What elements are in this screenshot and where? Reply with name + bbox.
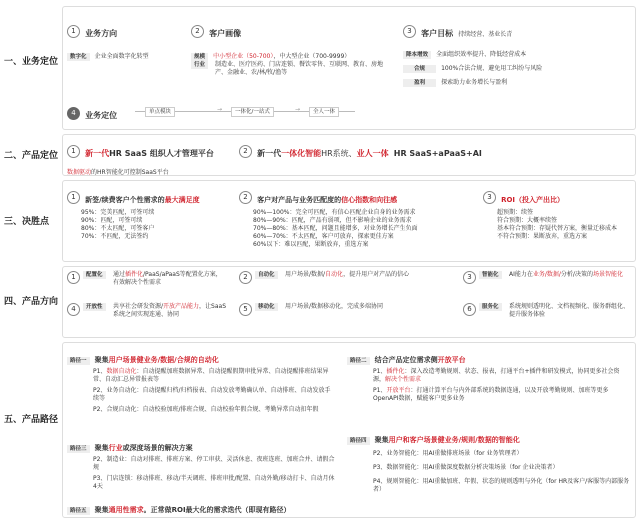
sub-highlight: 数据驱动 — [67, 169, 92, 176]
section-product-positioning — [4, 134, 636, 176]
item-title: ROI（投入产出比） — [501, 196, 565, 204]
item-text: 分析/决策的 — [560, 271, 593, 278]
item-text: ，让SaaS系统之间实现连通、协同 — [113, 303, 227, 318]
line-text: 制造业：自动对排班、排班方案、停工审获、灵活休息、夜班连班、加班合并、请假合规 — [93, 456, 335, 471]
path-tag: 路径二 — [347, 357, 370, 365]
path-title: 聚集 — [94, 444, 109, 452]
row-text: 制造业、医疗医药、门店连锁、餐饮零售、互联网、教育、房地产、金融业、农/林/牧/渔等 — [215, 61, 384, 76]
item-number: 3 — [403, 25, 416, 38]
line-text: 数据智能化：用AI重做深度数据分析决策场景（for 企业决策者） — [386, 464, 559, 471]
item-text: 用户场景/数据移动化，完成多端协同 — [285, 303, 384, 310]
line-highlight: 开放平台 — [386, 387, 411, 394]
winning-point-1 — [67, 187, 237, 241]
product-positioning-1-sub — [67, 159, 169, 178]
item-text: 系统规则透明化、文档视频化、服务群组化、提升服务体验 — [509, 303, 630, 318]
item-number: 3 — [483, 191, 496, 204]
row-text: 全面组织效率提升、降低经营成本 — [436, 51, 527, 58]
direction-item-openness — [67, 303, 227, 319]
section-label: 二、产品定位 — [4, 151, 59, 161]
winning-point-2 — [239, 187, 459, 249]
item-title: 新一代 — [257, 149, 282, 158]
row-text: 探索助力业务增长与盈利 — [441, 79, 508, 86]
path-highlight: 行业 — [108, 444, 123, 452]
row-highlight: 中小型企业（50-700） — [213, 53, 274, 60]
item-subtitle: 持续经营、基业长青 — [458, 31, 513, 38]
item-title: 新签/续费客户个性需求的 — [85, 196, 165, 204]
section-panel — [62, 180, 636, 262]
item-title: 业务定位 — [85, 111, 118, 120]
path-highlight: 用户和客户场景健业务/规则/数据的智能化 — [388, 436, 520, 444]
criteria-line: 符合预期：大概率续签 — [497, 217, 558, 224]
line-prefix: P4、 — [373, 478, 387, 485]
path-highlight: 通用性需求 — [108, 506, 144, 514]
criteria-line: 超预期：续签 — [497, 209, 534, 216]
item-number: 5 — [239, 303, 252, 316]
line-text: 业务智能化：用AI重做排班场景（for 业务管理者） — [386, 450, 523, 457]
title-highlight: 最大满足度 — [164, 196, 200, 204]
criteria-line: 70%—80%：基本匹配，问题且能增多，对业务增长产生负面 — [253, 225, 418, 232]
arrow-right-icon: → — [217, 106, 223, 113]
goal-row — [403, 69, 507, 88]
item-highlight: 业务/数据/ — [532, 271, 561, 278]
line-prefix: P2、 — [93, 387, 107, 394]
line-text: ：打通计算平台与内外部系统的数据连通，以及开放考勤规则、加班等更多OpenAPI数据，赋能客户更多业务 — [373, 387, 609, 402]
row-text: 100%合法合规、避免用工纠纷与风险 — [441, 65, 543, 72]
path-four — [347, 427, 631, 494]
item-number: 2 — [239, 191, 252, 204]
row-text: ，中大型企业（700-9999） — [273, 53, 351, 60]
path-three — [67, 435, 335, 491]
path-tag: 路径四 — [347, 437, 370, 445]
item-business-direction — [67, 21, 117, 40]
item-highlight: 场景智能化 — [592, 271, 623, 278]
line-text: ：深入改造考勤规则、状态、报表，打通平台+插件和研发模式，协同更多社会资源， — [373, 368, 620, 383]
title-highlight: 业人一体 — [356, 149, 389, 158]
line-highlight: 插件化 — [386, 368, 405, 375]
item-title: HR系统、 — [321, 149, 357, 158]
item-customer-goal — [403, 21, 512, 40]
line-prefix: P1、 — [373, 368, 387, 375]
sub-text: 化 — [117, 169, 124, 176]
item-number: 2 — [191, 25, 204, 38]
direction-item-mobile — [239, 303, 449, 316]
line-highlight: 数据自动化 — [106, 368, 137, 375]
item-text: 通过 — [113, 271, 126, 278]
path-two — [347, 347, 631, 403]
profile-scale-row — [191, 43, 350, 62]
criteria-line: 95%：完美匹配，可签可续 — [81, 209, 155, 216]
direction-item-automation — [239, 271, 449, 284]
item-title: HR SaaS 组织人才管理平台 — [109, 149, 214, 158]
profile-industry-row — [191, 61, 391, 77]
item-customer-profile — [191, 21, 241, 40]
direction-item-service — [463, 303, 631, 319]
row-tag: 数字化 — [67, 53, 90, 61]
line-text: ：自动提醒加班数据异常、自动提醒假期审批异常、自动提醒排班结果异常、自动汇总异常报表等 — [93, 368, 329, 383]
section-panel — [62, 6, 636, 130]
section-label: 一、业务定位 — [4, 57, 59, 67]
item-highlight: 自动化 — [325, 271, 344, 278]
item-tag: 服务化 — [479, 303, 502, 311]
path-title: 。正常做ROI最大化的需求迭代（即现有路径） — [143, 506, 291, 514]
step-box: 单点模块 — [145, 107, 175, 117]
item-text: /PaaS/aPaaS等配置化方案，有效解决个性需求 — [113, 271, 222, 286]
item-number: 6 — [463, 303, 476, 316]
path-five — [67, 497, 367, 516]
direction-item-configurable — [67, 271, 227, 287]
item-number: 4 — [67, 303, 80, 316]
section-product-direction — [4, 266, 636, 338]
item-number: 4 — [67, 107, 80, 120]
section-product-path — [4, 342, 636, 518]
item-tag: 移动化 — [255, 303, 278, 311]
section-panel — [62, 342, 636, 518]
path-tag: 路径三 — [67, 445, 90, 453]
item-text: 共享社会研发资源/ — [113, 303, 164, 310]
row-tag: 合规 — [403, 65, 436, 73]
item-text: AI能力在 — [509, 271, 533, 278]
section-panel — [62, 266, 636, 338]
criteria-line: 90%—100%：完全可匹配，有信心匹配企业自身的业务需求 — [253, 209, 416, 216]
product-positioning-2 — [239, 141, 482, 160]
path-title: 聚集 — [94, 506, 109, 514]
criteria-line: 60%—70%：不太匹配，客户可放弃，探索更佳方案 — [253, 233, 394, 240]
item-tag: 智能化 — [479, 271, 502, 279]
path-tag: 路径五 — [67, 507, 90, 515]
item-tag: 配置化 — [83, 271, 106, 279]
criteria-line: 不符合预期：果断放弃，重选方案 — [497, 233, 588, 240]
step-box: 一体化/一站式 — [231, 107, 274, 117]
line-text: 合规自动化：自动校验加班/排班合规、自动校验年假合规、考勤异常自动扣年假 — [106, 406, 319, 413]
line-prefix: P2、 — [373, 450, 387, 457]
item-number: 3 — [463, 271, 476, 284]
item-business-positioning — [67, 103, 117, 122]
row-tag: 降本增效 — [403, 51, 431, 59]
line-text: 规则智能化：用AI重做加班、年假、状态的规则透明与外化（for HR及客户/客服等内部服务者） — [373, 478, 630, 493]
line-prefix: P2、 — [93, 456, 107, 463]
arrow-right-icon: → — [295, 106, 301, 113]
item-number: 2 — [239, 145, 252, 158]
row-tag: 盈利 — [403, 79, 436, 87]
item-number: 1 — [67, 145, 80, 158]
path-tag: 路径一 — [67, 357, 90, 365]
winning-point-3 — [483, 187, 631, 241]
item-highlight: 开放产品能力 — [163, 303, 200, 310]
criteria-line: 80%—90%：匹配，产品有弱项，但不影响企业的业务需求 — [253, 217, 412, 224]
item-text: ，提升用户对产品的信心 — [343, 271, 410, 278]
criteria-line: 基本符合预期：存疑代替方案，衡量迁移成本 — [497, 225, 618, 232]
row-text: 企业全面数字化转型 — [94, 53, 149, 60]
line-text: 业务自动化：自动提醒归档/归档报表、自动发放考勤确认单、自动排班、自动发放手续等 — [93, 387, 331, 402]
direction-item-intelligence — [463, 271, 631, 284]
path-title: 聚集 — [94, 356, 109, 364]
row-tag: 行业 — [191, 61, 208, 69]
criteria-line: 80%：不太匹配，可签客户 — [81, 225, 155, 232]
section-label: 四、产品方向 — [4, 297, 59, 307]
path-highlight: 用户场景健业务/数据/合规的自动化 — [108, 356, 219, 364]
item-tag: 开放性 — [83, 303, 106, 311]
item-title: 客户目标 — [421, 29, 454, 38]
title-highlight: 一体化智能 — [281, 149, 322, 158]
item-text: 用户场景/数据/ — [285, 271, 326, 278]
line-prefix: P3、 — [373, 464, 387, 471]
sub-text: 可控制SaaS平台 — [123, 169, 169, 176]
section-label: 三、决胜点 — [4, 217, 50, 227]
business-direction-row — [67, 43, 149, 62]
criteria-line: 60%以下：难以匹配，果断放弃，重选方案 — [253, 241, 369, 248]
step-box: 全人一体 — [309, 107, 339, 117]
criteria-line: 70%：不匹配，无法签约 — [81, 233, 149, 240]
criteria-line: 90%：匹配，可签可续 — [81, 217, 143, 224]
path-title: 结合产品定位需求侧 — [374, 356, 438, 364]
line-prefix: P3、 — [93, 475, 107, 482]
line-text: 门店连锁：移动排班、移动/半天调班、排班审批/配置、自动外勤/移动打卡、自动月休4天 — [93, 475, 335, 490]
path-title: 聚集 — [374, 436, 389, 444]
product-positioning-1 — [67, 141, 214, 160]
item-number: 1 — [67, 25, 80, 38]
item-title: 业务方向 — [85, 29, 118, 38]
section-label: 五、产品路径 — [4, 415, 59, 425]
title-highlight: 信心指数和向往感 — [341, 196, 398, 204]
item-title: 客户画像 — [209, 29, 242, 38]
title-highlight: 新一代 — [85, 149, 110, 158]
item-tag: 自动化 — [255, 271, 278, 279]
item-title: HR SaaS+aPaaS+AI — [393, 149, 482, 158]
section-winning-points — [4, 180, 636, 262]
section-panel — [62, 134, 636, 176]
path-one — [67, 347, 335, 414]
section-business-positioning — [4, 6, 636, 130]
sub-text: 的HR智能 — [91, 169, 118, 176]
item-number: 1 — [67, 191, 80, 204]
item-highlight: 插件化 — [125, 271, 144, 278]
item-title: 客户对产品与业务匹配度的 — [257, 196, 342, 204]
line-highlight: 解决个性需求 — [385, 376, 422, 383]
line-prefix: P2、 — [93, 406, 107, 413]
item-number: 1 — [67, 271, 80, 284]
line-prefix: P1、 — [93, 368, 107, 375]
item-number: 2 — [239, 271, 252, 284]
row-tag: 规模 — [191, 53, 208, 61]
path-highlight: 开放平台 — [437, 356, 466, 364]
path-title: 或深度场景的解决方案 — [122, 444, 193, 452]
line-prefix: P1、 — [373, 387, 387, 394]
